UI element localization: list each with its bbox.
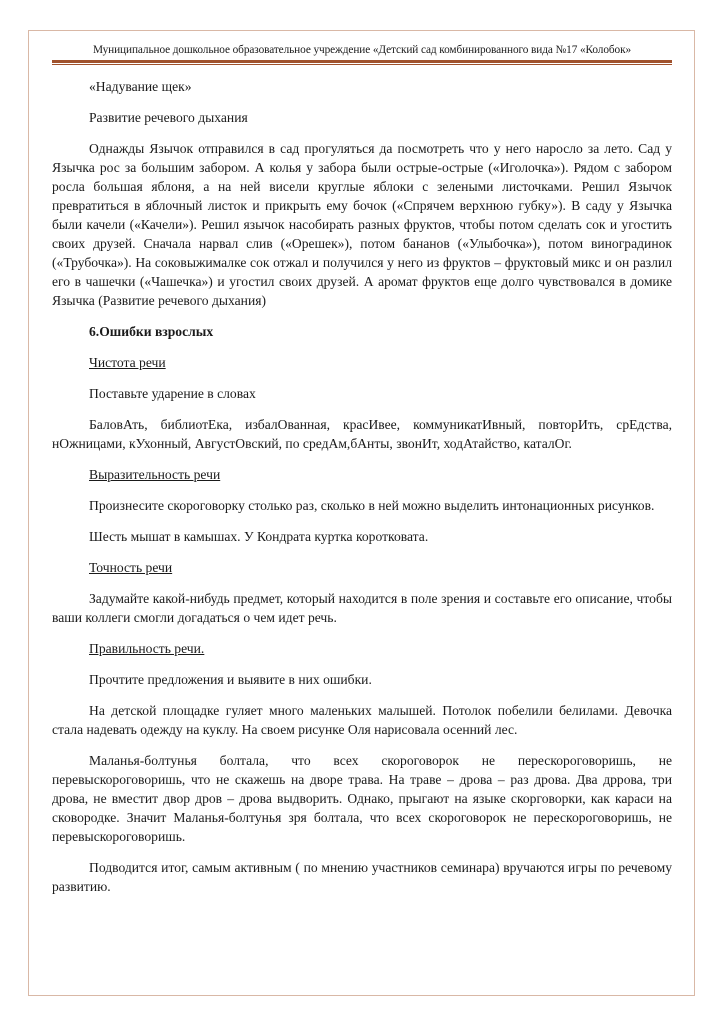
- purity-heading-text: Чистота речи: [89, 355, 166, 370]
- correctness-sentences: На детской площадке гуляет много маленьких малышей. Потолок побелили белилами. Девочка стала надевать одежду на куклу. На своем рисунке Оля нарисовала осенний лес.: [52, 703, 672, 737]
- expressiveness-task: Произнесите скороговорку столько раз, сколько в ней можно выделить интонационных рисунков.: [89, 498, 655, 513]
- correctness-heading: [52, 639, 672, 658]
- document-body: [52, 77, 672, 908]
- accuracy-heading: [52, 558, 672, 577]
- correctness-heading-text: Правильность речи.: [89, 641, 205, 656]
- purity-words: БаловАть, библиотЕка, избалОванная, красИвее, коммуникатИвный, повторИть, срЕдства, нОжницами, кУхонный, АвгустОвский, по средАм,бАнты, звонИт, ходАтайство, каталОг.: [52, 417, 672, 451]
- correctness-twister: Маланья-болтунья болтала, что всех скороговорок не перескороговоришь, не перевыскороговоришь, что не скажешь на дворе трава. На траве – дрова – раз дрова. Два дррова, три дрова, не вместит двор дров – дрова выдворить. Однако, прыгают на языке скорговорки, как караси на сковородке. Значит Маланья-болтунья зря болтала, что всех скороговорок не перескороговоришь, не перевыскороговоришь.: [52, 753, 672, 844]
- accuracy-task: Задумайте какой-нибудь предмет, который находится в поле зрения и составьте его описание, чтобы ваши коллеги смогли догадаться о чем идет речь.: [52, 591, 672, 625]
- conclusion-paragraph: Подводится итог, самым активным ( по мнению участников семинара) вручаются игры по речевому развитию.: [52, 860, 672, 894]
- correctness-task: Прочтите предложения и выявите в них ошибки.: [89, 672, 372, 687]
- expressiveness-heading-text: Выразительность речи: [89, 467, 221, 482]
- accuracy-heading-text: Точность речи: [89, 560, 173, 575]
- tongue-twister: Шесть мышат в камышах. У Кондрата куртка коротковата.: [89, 529, 429, 544]
- purity-heading: [52, 353, 672, 372]
- header-divider: [52, 60, 672, 65]
- purity-task: Поставьте ударение в словах: [89, 386, 256, 401]
- exercise-title: «Надувание щек»: [89, 79, 192, 94]
- page-header: Муниципальное дошкольное образовательное учреждение «Детский сад комбинированного вида №17 «Колобок»: [92, 44, 632, 56]
- story-paragraph: Однажды Язычок отправился в сад прогуляться да посмотреть что у него наросло за лето. Сад у Язычка рос за большим забором. А колья у забора были острые-острые («Иголочка»). Рядом с забором росла большая яблоня, а на ней висели круглые яблоки с зелеными листочками. Решил Язычок превратиться в яблочный листок и прикрыть ему бочок («Спрячем верхнюю губку»). В саду у Язычка были качели («Качели»). Решил язычок насобирать разных фруктов, чтобы потом сделать сок и угостить своих друзей. Сначала нарвал слив («Орешек»), потом бананов («Улыбочка»), потом виноградинок («Трубочка»). На соковыжималке сок отжал и получился у него из фруктов – фруктовый микс и он разлил его в чашечки («Чашечка») и угостил своих друзей. А аромат фруктов еще долго чувствовался в домике Язычка (Развитие речевого дыхания): [52, 141, 672, 308]
- expressiveness-heading: [52, 465, 672, 484]
- exercise-subtitle: Развитие речевого дыхания: [89, 110, 248, 125]
- section-heading: 6.Ошибки взрослых: [89, 324, 214, 339]
